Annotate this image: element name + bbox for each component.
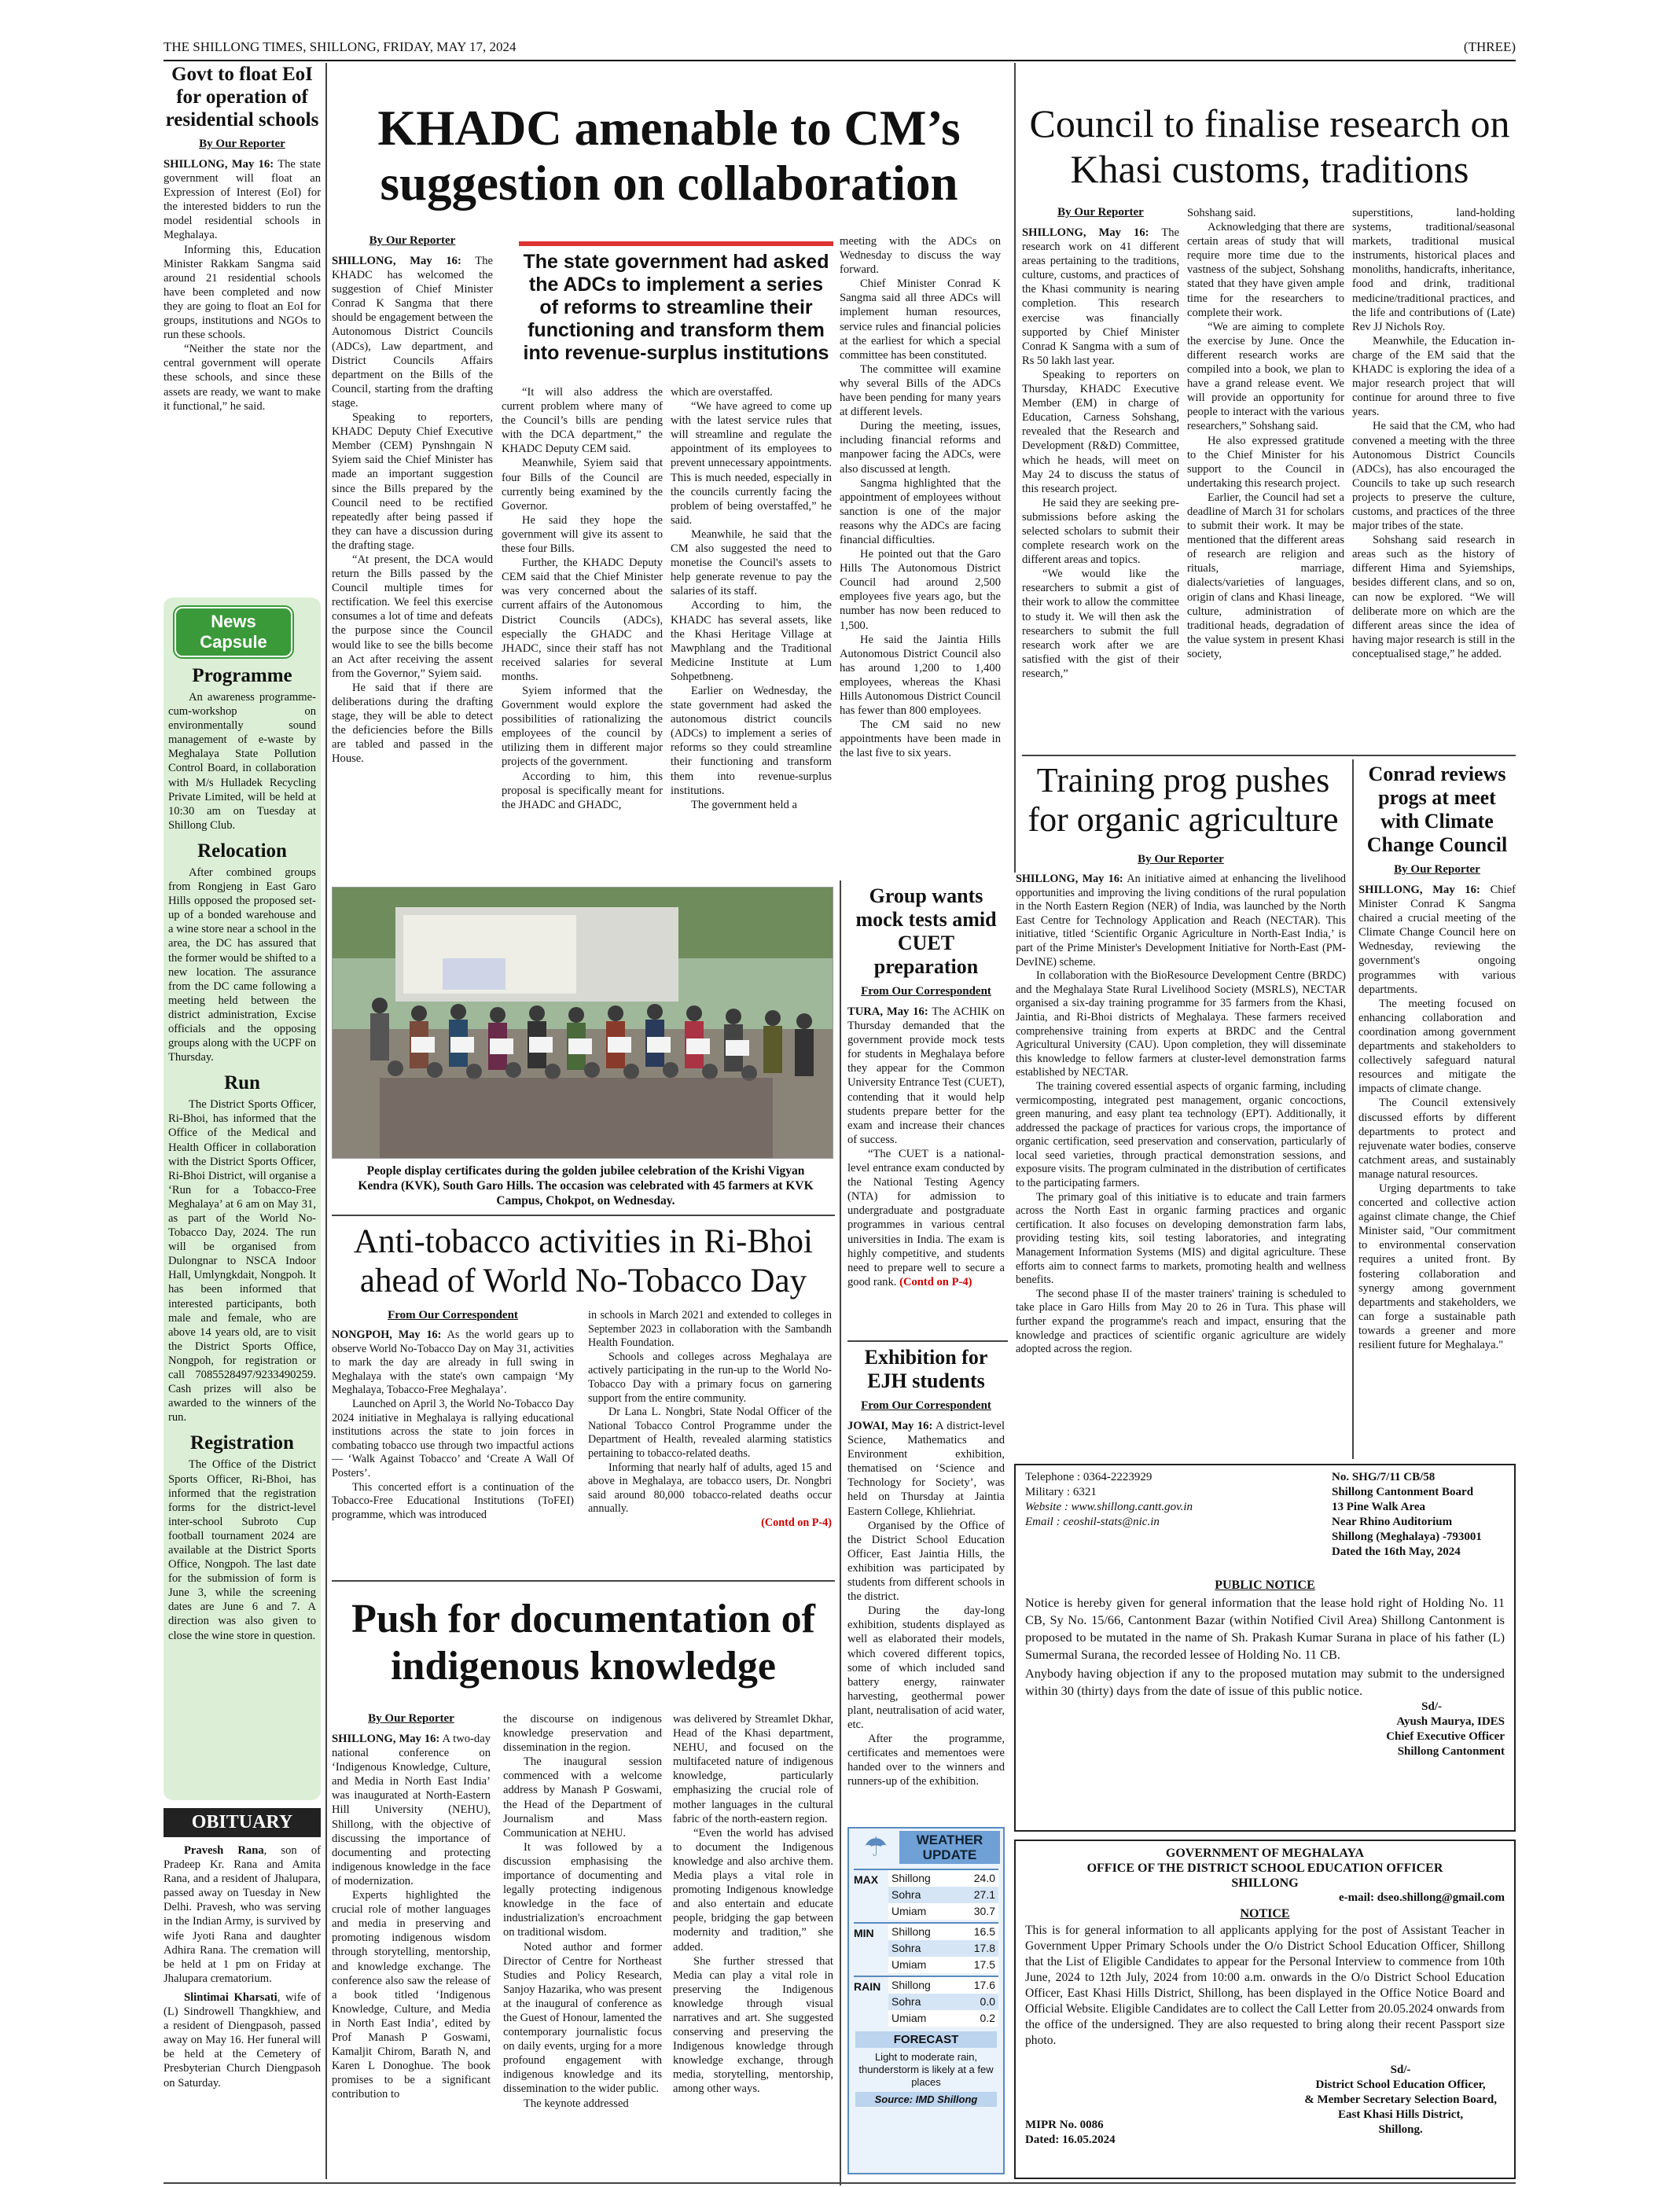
capsule-relocation-text: After combined groups from Rongjeng in East Garo Hills opposed the proposed set-up of a bonded warehouse and a wine store near a school in the area, the DC has assured that the former would be shifted to a new location. The assurance from the DC came following a meeting held between the district administration, Excise officials and the opposing groups along with the UCPF on Thursday.: [168, 866, 316, 1064]
push-para: She further stressed that Media can play a vital role in preserving the Indigenous knowledge through visual narratives and art. She suggested conserving and preserving the Indigenous knowledge through knowledge exchange, through media, storytelling, mentorship, among other ways.: [673, 1954, 833, 2096]
cantt-notice-body: Anybody having objection if any to the proposed mutation may submit to the undersigned within 30 (thirty) days from the date of issue of this public notice.: [1025, 1666, 1505, 1698]
eoi-para: Informing this, Education Minister Rakkam Sangma said around 21 residential schools have been completed and now they are going to float an EoI for groups, institutions and NGOs to run these schools.: [164, 243, 321, 342]
khadc-para: “It will also address the current problem where many of the Council’s bills are pending with the DCA department,” the KHADC Deputy CEM said.: [502, 386, 663, 456]
ejh-para: During the day-long exhibition, students displayed as well as elaborated their models, which covered different topics, some of which included sand battery energy, rainwater harvesting, geothermal power plant, neutralisation of acid water, etc.: [847, 1604, 1005, 1731]
khadc-byline: By Our Reporter: [369, 234, 456, 247]
weather-station: Shillong: [891, 1925, 931, 1938]
khadc-col-4: [840, 234, 1001, 760]
dseo-sign: East Khasi Hills District,: [1338, 2108, 1464, 2121]
khadc-pull-quote: [519, 241, 833, 365]
council-para: He also expressed gratitude to the Chief Minister for his support to the Council in undertaking this research project.: [1187, 434, 1344, 490]
council-para: He said they are seeking pre-submissions before asking the selected scholars to submit their complete research work on the different areas and topics.: [1022, 496, 1179, 567]
weather-row: [854, 1976, 998, 2027]
tobacco-continued-link[interactable]: (Contd on P-4): [761, 1516, 832, 1529]
tobacco-para: Dr Lana L. Nongbri, State Nodal Officer of the National Tobacco Control Programme under the Department of Health, revealed alarming statistics pertaining to tobacco-related deaths.: [588, 1406, 832, 1460]
khadc-para: Syiem informed that the Government would explore the possibilities of rationalizing the employees of the council by utilizing them in different major projects of the government.: [502, 684, 663, 769]
khadc-para: He said the Jaintia Hills Autonomous District Council also has around 1,200 to 1,400 employees, whereas the Khasi Hills Autonomous District Council has fewer than 800 employees.: [840, 633, 1001, 718]
obituary-text: , wife of (L) Sindrowell Thangkhiew, and a resident of Diengpasoh, passed away on May 16. Her funeral will be held at the Cemetery of Presbyterian Church Diengpasoh on Saturday.: [164, 1990, 321, 2090]
weather-value: 17.6: [973, 1979, 995, 1991]
dseo-dated: Dated: 16.05.2024: [1025, 2134, 1116, 2146]
eoi-para: “Neither the state nor the central government will operate these schools, and since these assets are ready, we want to make it functional,” he said.: [164, 343, 321, 413]
cantt-sign: Ayush Maurya, IDES: [1396, 1715, 1505, 1728]
tobacco-para: in schools in March 2021 and extended to colleges in September 2023 in collaboration with the Sambandh Health Foundation.: [588, 1309, 832, 1350]
cantt-sign: Sd/-: [1421, 1700, 1442, 1713]
training-para: The second phase II of the master trainers' training is scheduled to take place in Garo Hills from May 20 to 26 in Tura. This phase will further expand the programme's reach and impact, ensuring that the knowledge and practices of scientific organic agriculture are widely adopted across the region.: [1016, 1287, 1346, 1356]
weather-reading: [888, 1887, 998, 1903]
weather-reading: [888, 1977, 998, 1994]
conrad-headline: Conrad reviews progs at meet with Climate Change Council: [1366, 763, 1508, 856]
capsule-registration-title: Registration: [190, 1432, 294, 1454]
tobacco-para: Informing that nearly half of adults, aged 15 and above in Meghalaya, are tobacco users, Dr. Nongbri said around 80,000 tobacco-related deaths occur annually.: [588, 1461, 832, 1516]
tobacco-dateline: NONGPOH, May 16:: [332, 1329, 442, 1341]
council-col-2: [1187, 206, 1344, 661]
capsule-relocation-title: Relocation: [197, 840, 287, 862]
khadc-para: Speaking to reporters, KHADC Deputy Chief Executive Member (CEM) Pynshngain N Syiem said the Chief Minister has made an important suggestion since the Bills prepared by the Council need to be rectified repeatedly after being passed if they can have a discussion during the drafting stage.: [332, 411, 493, 552]
push-para: was delivered by Streamlet Dkhar, Head of the Khasi department, NEHU, and focused on the multifaceted nature of indigenous knowledge, particularly emphasizing the crucial role of mother languages in the cultural fabric of the north-eastern region.: [673, 1713, 833, 1825]
khadc-para: He said they hope the government will give its assent to these four Bills.: [502, 513, 663, 556]
weather-row-label: MIN: [854, 1927, 874, 1939]
training-headline: Training prog pushes for organic agriculture: [1027, 761, 1339, 839]
header-dateline: THE SHILLONG TIMES, SHILLONG, FRIDAY, MAY 17, 2024: [164, 39, 516, 54]
push-para: Noted author and former Director of Centre for Northeast Studies and Policy Research, Sanjoy Hazarika, who was present at the inaugural of conference as the Guest of Honour, lamented the contemporary journalistic focus on daily events, urging for a more profound engagement with indigenous knowledge and its dissemination to the wider public.: [503, 1940, 662, 2096]
cantt-notice-body: Notice is hereby given for general information that the lease hold right of Holding No. 11 CB, Sy No. 15/66, Cantonment Bazar (within Notified Civil Area) Shillong Cantonment is proposed to be mutated in the name of Sh. Prakash Kumar Surana in place of his father (L) Sumermal Surana, the recorded lessee of Holding No. 11 CB.: [1025, 1595, 1505, 1662]
weather-source: Source: IMD Shillong: [855, 2092, 997, 2107]
forecast-text: Light to moderate rain, thunderstorm is likely at a few places: [858, 2051, 994, 2088]
tobacco-para: Launched on April 3, the World No-Tobacco Day 2024 initiative in Meghalaya is rallying educational institutions across the state to join forces in combating tobacco use through two impactful actions — ‘Walk Against Tobacco’ and ‘Create A Wall Of Posters’.: [332, 1397, 574, 1479]
khadc-para: “We have agreed to come up with the latest service rules that will streamline and regulate the appointment of its employees to prevent unnecessary appointments. This is much needed, especially in the councils currently facing the problem of being overstaffed,” he said.: [671, 400, 832, 527]
cantt-dated: Dated the 16th May, 2024: [1332, 1546, 1461, 1558]
council-headline: Council to finalise research on Khasi customs, traditions: [1029, 101, 1510, 191]
obituary-box: [164, 1808, 321, 2090]
dseo-city: SHILLONG: [1231, 1876, 1299, 1890]
dseo-notice: [1014, 1840, 1516, 2179]
conrad-para: Urging departments to take concerted and collective action against climate change, the Chief Minister said, "Our commitment to environmental conservation requires a united front. By fostering collaboration and synergy among government departments and stakeholders, we can forge a sustainable path towards a greener and more resilient future for Meghalaya.": [1358, 1182, 1516, 1351]
weather-reading: [888, 1924, 998, 1940]
weather-value: 30.7: [973, 1905, 995, 1917]
obituary-name: Pravesh Rana: [184, 1844, 264, 1857]
khadc-para: He said that if there are deliberations during the drafting stage, they will be able to detect the deficiencies before the Bills are tabled and passed in the House.: [332, 681, 493, 766]
page-number: (THREE): [1463, 39, 1516, 54]
dseo-sign: District School Education Officer,: [1315, 2079, 1486, 2091]
kvk-photo: [332, 887, 833, 1159]
conrad-para: The Council extensively discussed efforts by different departments to protect and rejuvenate water bodies, conserve catchment areas, and sustainably manage natural resources.: [1358, 1097, 1516, 1181]
khadc-para: Chief Minister Conrad K Sangma said all three ADCs will implement human resources, service rules and financial policies at the earliest for which a special committee has been constituted.: [840, 278, 1001, 362]
cuet-continued-link[interactable]: (Contd on P-4): [899, 1275, 972, 1288]
ejh-headline: Exhibition for EJH students: [864, 1346, 988, 1392]
ejh-article: [847, 1346, 1005, 1788]
conrad-byline: By Our Reporter: [1394, 863, 1480, 876]
cantt-sign: Shillong Cantonment: [1397, 1745, 1505, 1758]
council-para: Meanwhile, the Education in-charge of the EM said that the KHADC is exploring the idea of a major research project that will continue for around three to five years.: [1352, 334, 1515, 419]
weather-station: Sohra: [891, 1942, 921, 1954]
khadc-para: Further, the KHADC Deputy CEM said that the Chief Minister was very concerned about the current affairs of the Autonomous District Councils (ADCs), especially the GHADC and JHADC, since their staff has not received salaries for several months.: [502, 557, 663, 683]
weather-value: 17.8: [973, 1942, 995, 1954]
push-dateline: SHILLONG, May 16:: [332, 1733, 440, 1745]
conrad-para: The meeting focused on enhancing collaboration and coordination among government departments and stakeholders to collectively safeguard natural resources and mitigate the impacts of climate change.: [1358, 997, 1516, 1096]
training-para: An initiative aimed at enhancing the livelihood opportunities and improving the living conditions of the rural population in the North Eastern Region (NER) of India, was launched by the North East Centre for Technology Application and Reach (NECTAR). This initiative, titled ‘Scientific Organic Agriculture in North-East India,’ is part of the Prime Minister's Development Initiative for North-East (PM-DevINE) scheme.: [1016, 873, 1347, 969]
weather-value: 24.0: [973, 1872, 995, 1884]
weather-row-label: MAX: [854, 1873, 879, 1886]
cantt-address: 13 Pine Walk Area: [1332, 1501, 1426, 1513]
capsule-run-title: Run: [224, 1072, 260, 1094]
weather-reading: [888, 1957, 998, 1973]
weather-reading: [888, 1903, 998, 1920]
weather-station: Umiam: [891, 1905, 927, 1917]
council-byline: By Our Reporter: [1057, 206, 1144, 219]
push-para: the discourse on indigenous knowledge preservation and dissemination in the region.: [503, 1713, 662, 1755]
weather-value: 27.1: [973, 1888, 995, 1901]
weather-value: 17.5: [973, 1958, 995, 1971]
weather-row: [854, 1922, 998, 1973]
ejh-para: After the programme, certificates and mementoes were handed over to the winners and runners-up of the exhibition.: [847, 1733, 1005, 1788]
khadc-col-1: [332, 234, 493, 766]
weather-reading: [888, 1870, 998, 1887]
cuet-byline: From Our Correspondent: [861, 985, 991, 998]
khadc-para: The government held a: [691, 798, 797, 811]
tobacco-para: Schools and colleges across Meghalaya are actively participating in the run-up to the World No-Tobacco Day with a primary focus on garnering support from the entire community.: [588, 1350, 832, 1405]
forecast-title: FORECAST: [855, 2031, 997, 2048]
news-capsule-badge: News Capsule: [175, 607, 292, 657]
khadc-para: meeting with the ADCs on Wednesday to discuss the way forward.: [840, 235, 1001, 277]
cantt-telephone: Telephone : 0364-2223929: [1025, 1471, 1152, 1483]
dseo-sign: Shillong.: [1378, 2123, 1423, 2136]
training-article: [1016, 853, 1346, 1357]
dseo-gov: GOVERNMENT OF MEGHALAYA: [1165, 1847, 1365, 1860]
weather-value: 0.2: [980, 2012, 995, 2024]
dseo-sign: & Member Secretary Selection Board,: [1304, 2093, 1497, 2106]
council-para: Sohshang said.: [1187, 207, 1256, 219]
conrad-article: [1358, 763, 1516, 1352]
weather-station: Sohra: [891, 1888, 921, 1901]
council-col-3: [1352, 206, 1515, 661]
council-col-1: [1022, 206, 1179, 681]
obituary-text: , son of Pradeep Kr. Rana and Amita Rana, and a resident of Jhalupara, passed away on Tuesday in New Delhi. Pravesh, who was serving in the Indian Army, is survived by wife Jyoti Rana and daughter Adhira Rana. The cremation will be held at 1 pm on Friday at Jhalupara crematorium.: [164, 1844, 321, 1985]
khadc-para: which are overstaffed.: [671, 386, 773, 399]
khadc-para: The committee will examine why several Bills of the ADCs have been pending for many years at different levels.: [840, 362, 1001, 419]
cuet-headline: Group wants mock tests amid CUET preparation: [855, 884, 997, 978]
conrad-para: Chief Minister Conrad K Sangma chaired a crucial meeting of the Climate Change Council here on Wednesday, reviewing the government's ongoing programmes with various departments.: [1358, 884, 1516, 996]
dseo-mipr: MIPR No. 0086: [1025, 2119, 1104, 2131]
khadc-para: According to him, the KHADC has several assets, like the Khasi Heritage Village at Mawphlang and the Traditional Medicine Institute at Lum Sohpetbneng.: [671, 599, 832, 683]
kvk-photo-image: [333, 888, 833, 1159]
cantt-address: Shillong Cantonment Board: [1332, 1486, 1474, 1498]
cantt-notice-title: PUBLIC NOTICE: [1215, 1579, 1315, 1592]
khadc-para: Meanwhile, Syiem said that four Bills of the Council are currently being examined by the Governor.: [502, 457, 663, 513]
cuet-para: The ACHIK on Thursday demanded that the government provide mock tests for students in Meghalaya before they appear for the Common University Entrance Test (CUET), contending that it would help students prepare better for the exam and increase their chances of success.: [847, 1005, 1005, 1146]
dseo-notice-body: This is for general information to all applicants applying for the post of Assistant Teacher in Government Upper Primary Schools under the O/o District School Education Officer, Shillong that the List of Eligible Candidates to appear for the Personal Interview to commence from 10th June, 2024 to 12th July, 2024 from 10:00 a.m. onwards in the O/o District School Education Officer, East Khasi Hills District, Shillong, has been displayed in the Office Notice Board and Official Website. Eligible Candidates are to collect the Call Letter from 20.05.2024 onwards from the office of the undersigned. They are also requested to bring along their recent Passport size photo.: [1025, 1924, 1505, 2047]
tobacco-byline: From Our Correspondent: [388, 1309, 518, 1321]
push-para: Experts highlighted the crucial role of mother languages and media in preserving and promoting indigenous wisdom through storytelling, mentorship, and knowledge exchange. The conference also saw the release of a book titled ‘Indigenous Knowledge, Culture, and Media in North East India’, edited by Prof Manash P Goswami, Kamaljit Chirom, Barath N, and Karen L Donoghue. The book promises to be a significant contribution to: [332, 1889, 491, 2101]
eoi-article: [164, 63, 321, 414]
push-para: The inaugural session commenced with a welcome address by Manash P Goswami, the Head of the Department of Journalism and Mass Communication at NEHU.: [503, 1755, 662, 1840]
khadc-dateline: SHILLONG, May 16:: [332, 255, 461, 267]
obituary-name: Slintimai Kharsati: [184, 1990, 278, 2004]
eoi-para: The state government will float an Expression of Interest (EoI) for the interested bidders to run the model residential schools in Meghalaya.: [164, 158, 321, 242]
cuet-dateline: TURA, May 16:: [847, 1005, 928, 1018]
training-para: In collaboration with the BioResource Development Centre (BRDC) and the Meghalaya State Rural Livelihood Society (MSRLS), NECTAR organised a six-day training programme for 35 farmers from the Khasi, Jaintia, and Ri-Bhoi districts of Meghalaya. These farmers received comprehensive training from experts at BRDC and the Central Agricultural University (CAU). Upon completion, they will disseminate this knowledge to fellow farmers at cluster-level demonstration farms established by NECTAR.: [1016, 969, 1346, 1079]
push-col-3: [673, 1712, 833, 2097]
khadc-pull-text: The state government had asked the ADCs to implement a series of reforms to streamline their functioning and transform them into revenue-surplus institutions: [523, 251, 829, 364]
cantt-email[interactable]: Email : ceoshil-stats@nic.in: [1025, 1516, 1160, 1528]
khadc-para: During the meeting, issues, including financial reforms and manpower facing the ADCs, were also discussed at length.: [840, 420, 1001, 476]
weather-value: 16.5: [973, 1925, 995, 1938]
push-byline: By Our Reporter: [368, 1712, 454, 1725]
push-para: A two-day national conference on ‘Indigenous Knowledge, Culture, and Media in North East India’ was inaugurated at North-Eastern Hill University (NEHU), Shillong, with the objective of discussing the importance of documenting and protecting indigenous knowledge in the face of modernization.: [332, 1733, 491, 1887]
khadc-para: Meanwhile, he said that the CM also suggested the need to monetise the Council's assets to help generate revenue to pay the salaries of its staff.: [671, 527, 832, 598]
push-para: The keynote addressed: [524, 2097, 629, 2110]
eoi-dateline: SHILLONG, May 16:: [164, 158, 274, 171]
weather-reading: [888, 2010, 998, 2027]
training-para: The primary goal of this initiative is to educate and train farmers across the North East in organic farming practices and organic certification. It also focuses on developing demonstration farm labs, providing testing kits, soil testing laboratories, and integrating Management Information Systems (MIS) and digital agriculture. These efforts aim to connect farms to markets, promoting health and wellness benefits.: [1016, 1190, 1346, 1287]
eoi-headline: Govt to float EoI for operation of residential schools: [165, 64, 319, 130]
weather-reading: [888, 1940, 998, 1957]
tobacco-para: This concerted effort is a continuation of the Tobacco-Free Educational Institutions (ToFEI) programme, which was introduced: [332, 1480, 574, 1521]
khadc-col-2: [502, 385, 663, 812]
tobacco-para: As the world gears up to observe World No-Tobacco Day on May 31, activities to mark the day are already in full swing in Meghalaya with the state's own campaign ‘My Meghalaya, Tobacco-Free Meghalaya’.: [332, 1329, 574, 1397]
weather-station: Umiam: [891, 2012, 927, 2024]
training-byline: By Our Reporter: [1138, 853, 1224, 866]
weather-station: Shillong: [891, 1872, 931, 1884]
ejh-para: Organised by the Office of the District School Education Officer, East Jaintia Hills, the exhibition was participated by students from different schools in the district.: [847, 1519, 1005, 1604]
council-para: Sohshang said research in areas such as the history of different Hima and Syiemships, besides different clans, and so on, can now be explored. “We will deliberate more on which are the different areas since the idea of having major research is still in the conceptualised stage,” he added.: [1352, 534, 1515, 660]
push-headline: Push for documentation of indigenous knowledge: [351, 1597, 815, 1689]
cantt-ref-no: No. SHG/7/11 CB/58: [1332, 1471, 1436, 1483]
page-header: [164, 39, 1516, 58]
dseo-notice-title: NOTICE: [1240, 1907, 1290, 1921]
training-para: The training covered essential aspects of organic farming, including vermicomposting, integrated pest management, organic concoctions, green manuring, and easy plant tea technology (EPT). Additionally, it addressed the package of practices for various crops, the importance of organic certification, seed preservation and conservation, particularly of local seed varieties, through practical demonstration sessions, and exposure visits. The program culminated in the distribution of certificates to the participating farmers.: [1016, 1079, 1346, 1190]
eoi-byline: By Our Reporter: [199, 138, 285, 150]
weather-station: Sohra: [891, 1995, 921, 2008]
ejh-byline: From Our Correspondent: [861, 1399, 991, 1412]
cantonment-notice: [1014, 1464, 1516, 1832]
weather-subtitle: UPDATE: [922, 1847, 977, 1862]
cantt-military: Military : 6321: [1025, 1486, 1097, 1498]
weather-reading: [888, 1994, 998, 2010]
council-para: The research work on 41 different areas pertaining to the traditions, culture, customs, and practices of the Khasi community is nearing completion. This research exercise was financially supported by Chief Minister Conrad K Sangma with a sum of Rs 50 lakh last year.: [1022, 226, 1179, 367]
khadc-para: The CM said no new appointments have been made in the last five to six years.: [840, 719, 1001, 760]
weather-row: [854, 1869, 998, 1920]
council-para: Earlier, the Council had set a deadline of March 31 for scholars to submit their work. It may be mentioned that the different areas of research are religion and rituals, marriage, dialects/varieties of languages, origin of clans and Khasi lineage, culture, administration of traditional heads, degradation of the value system in present Khasi society,: [1187, 491, 1344, 660]
khadc-para: Sangma highlighted that the appointment of employees without sanction is one of the major reasons why the ADCs are facing financial difficulties.: [840, 476, 1001, 546]
obituary-title: OBITUARY: [164, 1808, 321, 1837]
cantt-sign: Chief Executive Officer: [1386, 1730, 1505, 1743]
khadc-para: Earlier on Wednesday, the state government had asked the autonomous district councils (ADCs) to implement a series of reforms so they could streamline their functioning and transform them into revenue-surplus institutions.: [671, 684, 832, 797]
tobacco-headline: Anti-tobacco activities in Ri-Bhoi ahead of World No-Tobacco Day: [354, 1223, 813, 1299]
capsule-programme-text: An awareness programme-cum-workshop on environmentally sound management of e-waste by Meghalaya State Pollution Control Board, in collaboration with M/s Hulladek Recycling Private Limited, will be held at 10:30 am on Tuesday at Shillong Club.: [168, 691, 316, 832]
kvk-photo-caption: People display certificates during the golden jubilee celebration of the Krishi Vigyan Kendra (KVK), South Garo Hills. The occasion was celebrated with 45 farmers at KVK Campus, Chokpot, on Wednesday.: [358, 1164, 814, 1207]
council-para: He said that the CM, who had convened a meeting with the three Autonomous District Councils (ADCs), has also encouraged the Councils to take up such research projects to preserve the culture, customs, and practices of the three major tribes of the state.: [1352, 420, 1515, 533]
khadc-para: He pointed out that the Garo Hills The Autonomous District Council had around 2,500 employees five years ago, but the number has now been reduced to 1,500.: [840, 548, 1001, 632]
dseo-email[interactable]: e-mail: dseo.shillong@gmail.com: [1338, 1891, 1505, 1904]
council-para: “We are aiming to complete the exercise by June. Once the different research works are compiled into a book, we plan to have a grand release event. We will provide an opportunity for people to interact with the various researchers,” Sohshang said.: [1187, 320, 1344, 433]
capsule-run-text: The District Sports Officer, Ri-Bhoi, has informed that the Office of the Medical and Health Officer in collaboration with the District Sports Officer, Ri-Bhoi District, will organise a ‘Run for a Tobacco-Free Meghalaya’ at 6 am on May 31, as part of the World No-Tobacco Day, 2024. The run will be organised from Dulongnar to NSCA Indoor Hall, Umlyngkdait, Nongpoh. It has been informed that interested participants, both male and female, who are above 14 years old, are to visit the District Sports Office, Nongpoh, for registration or call 7085528497/9233490259. Cash prizes will also be awarded to the winners of the run.: [168, 1098, 316, 1424]
khadc-headline: KHADC amenable to CM’s suggestion on collaboration: [377, 101, 961, 211]
push-col-1: [332, 1712, 491, 2101]
weather-table: [849, 1869, 1003, 2027]
cuet-article: [847, 884, 1005, 1289]
weather-station: Umiam: [891, 1958, 927, 1971]
conrad-dateline: SHILLONG, May 16:: [1358, 884, 1480, 896]
tobacco-col-1: [332, 1309, 574, 1522]
push-para: It was followed by a discussion emphasising the importance of documenting and legally protecting indigenous knowledge in the face of industrialization's encroachment on traditional wisdom.: [503, 1840, 662, 1939]
dseo-office: OFFICE OF THE DISTRICT SCHOOL EDUCATION OFFICER: [1086, 1862, 1443, 1875]
cantt-address: Shillong (Meghalaya) -793001: [1332, 1531, 1482, 1543]
khadc-para: According to him, this proposal is specifically meant for the JHADC and GHADC,: [502, 770, 663, 811]
ejh-dateline: JOWAI, May 16:: [847, 1420, 933, 1432]
khadc-col-3: [671, 385, 832, 812]
council-para: Speaking to reporters on Thursday, KHADC Executive Member (EM) in charge of Education, Carness Sohshang, revealed that the Research and Development (R&D) Committee, which he heads, will meet on May 24 to discuss the status of this research project.: [1022, 368, 1179, 495]
weather-station: Shillong: [891, 1979, 931, 1991]
weather-row-label: RAIN: [854, 1980, 881, 1993]
cantt-website[interactable]: Website : www.shillong.cantt.gov.in: [1025, 1501, 1193, 1513]
training-dateline: SHILLONG, May 16:: [1016, 873, 1123, 885]
council-para: superstitions, land-holding systems, traditional/seasonal markets, traditional musical instruments, historical places and monoliths, handicrafts, inheritance, food and drink, traditional medicine/traditional practices, and the life and contributions of (Late) Rev JJ Nichols Roy.: [1352, 207, 1515, 333]
push-para: “Even the world has advised to document the Indigenous knowledge and also archive them. Media plays a vital role in promoting Indigenous knowledge and also entertain and educate people, bridging the gap between modernity and tradition,” she added.: [673, 1826, 833, 1954]
khadc-para: “At present, the DCA would return the Bills passed by the Council multiple times for rectification. We feel this exercise consumes a lot of time and defeats the purpose since the Council would like to see the bills become an Act after receiving the assent from the Governor,” Syiem said.: [332, 553, 493, 680]
cuet-para: “The CUET is a national-level entrance exam conducted by the National Testing Agency (NTA) for admission to undergraduate and postgraduate programmes in various central universities in India. The exam is highly competitive, and students need to prepare well to secure a good rank.: [847, 1147, 1005, 1288]
capsule-programme-title: Programme: [192, 665, 292, 686]
tobacco-col-2: [588, 1309, 832, 1530]
cantt-address: Near Rhino Auditorium: [1332, 1516, 1453, 1528]
weather-title: WEATHER: [916, 1832, 983, 1847]
push-col-2: [503, 1712, 662, 2111]
weather-value: 0.0: [980, 1995, 995, 2008]
capsule-registration-text: The Office of the District Sports Officer, Ri-Bhoi, has informed that the registration forms for the district-level inter-school Subroto Cup football tournament 2024 are available at the District Sports Office, Nongpoh. The last date for the submission of form is June 3, while the screening dates are June 6 and 7. A direction was also given to close the wine store in question.: [168, 1458, 316, 1642]
ejh-para: A district-level Science, Mathematics and Environment exhibition, thematised on ‘Science and Technology for Society’, was held on Thursday at Jaintia Eastern College, Khliehriat.: [847, 1420, 1005, 1518]
weather-box: [847, 1827, 1005, 2174]
weather-cloud-icon: ☂: [863, 1832, 888, 1862]
council-para: “We would like the researchers to submit a gist of their work to allow the committee to study it. We will then ask the researchers to submit the full research work after we are satisfied with the gist of their research,”: [1022, 568, 1179, 680]
council-dateline: SHILLONG, May 16:: [1022, 226, 1149, 239]
dseo-sign: Sd/-: [1390, 2064, 1411, 2076]
khadc-para: The KHADC has welcomed the suggestion of Chief Minister Conrad K Sangma that there should be engagement between the Autonomous District Councils (ADCs), Law department, and District Councils Affairs department on the Bills of the Council, starting from the drafting stage.: [332, 255, 493, 410]
council-para: Acknowledging that there are certain areas of study that will require more time due to the vastness of the subject, Sohshang stated that they have given ample time for the researchers to complete their work.: [1187, 221, 1344, 319]
news-capsule-box: [164, 597, 321, 1800]
